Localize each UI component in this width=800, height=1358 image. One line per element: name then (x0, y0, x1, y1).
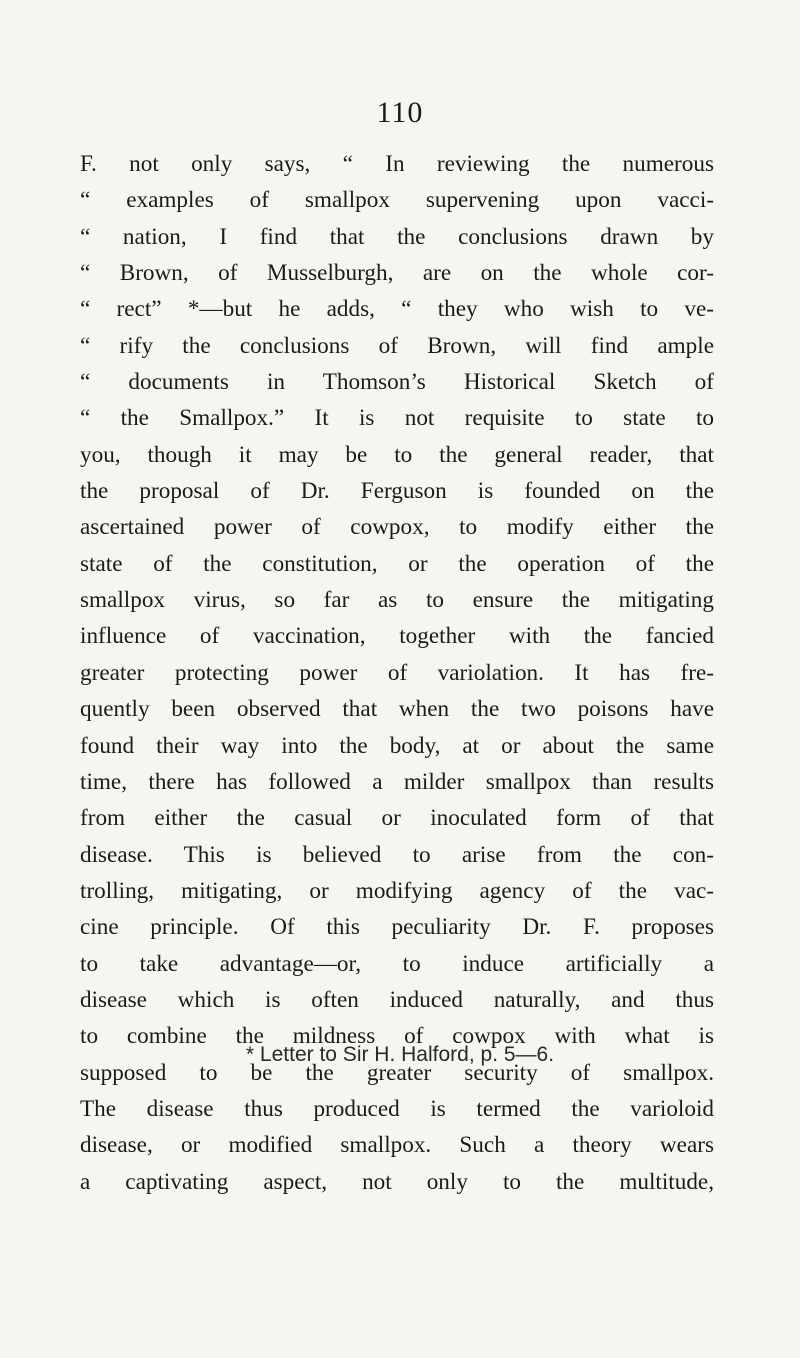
text-line: “ documents in Thomson’s Historical Sketch of (80, 369, 714, 396)
text-line: to combine the mildness of cowpox with what is (80, 1023, 714, 1050)
text-line: disease which is often induced naturally, and thus (80, 986, 714, 1013)
text-line: F. not only says, “ In reviewing the numerous (80, 151, 714, 177)
text-line: “ rify the conclusions of Brown, will find ample (80, 332, 714, 359)
text-line: a captivating aspect, not only to the multitude, (80, 1168, 714, 1195)
text-line: “ Brown, of Musselburgh, are on the whole cor- (80, 260, 714, 287)
text-line: disease, or modified smallpox. Such a theory wears (80, 1132, 714, 1159)
text-line: found their way into the body, at or about the same (80, 732, 714, 759)
text-line: you, though it may be to the general reader, that (80, 441, 714, 468)
text-line: greater protecting power of variolation. It has fre- (80, 659, 714, 686)
text-line: “ the Smallpox.” It is not requisite to state to (80, 405, 714, 432)
body-text (80, 146, 714, 1200)
text-line: disease. This is believed to arise from the con- (80, 841, 714, 868)
text-line: cine principle. Of this peculiarity Dr. F. proposes (80, 914, 714, 941)
text-line: to take advantage—or, to induce artificially a (80, 950, 714, 977)
text-line: influence of vaccination, together with the fancied (80, 623, 714, 650)
text-line: smallpox virus, so far as to ensure the mitigating (80, 587, 714, 614)
text-line: “ nation, I find that the conclusions drawn by (80, 223, 714, 250)
text-line: trolling, mitigating, or modifying agency of the vac- (80, 877, 714, 904)
page-number: 110 (376, 96, 424, 129)
text-line: “ rect” *—but he adds, “ they who wish to ve- (80, 296, 714, 323)
text-line: state of the constitution, or the operation of the (80, 550, 714, 577)
text-line: supposed to be the greater security of smallpox. (80, 1059, 714, 1086)
text-line: ascertained power of cowpox, to modify either the (80, 514, 714, 541)
text-line: The disease thus produced is termed the varioloid (80, 1095, 714, 1122)
footnote: * Letter to Sir H. Halford, p. 5—6. (245, 1043, 555, 1066)
text-line: time, there has followed a milder smallpox than results (80, 768, 714, 795)
text-line: quently been observed that when the two poisons have (80, 696, 714, 723)
text-line: “ examples of smallpox supervening upon vacci- (80, 187, 714, 214)
text-line: from either the casual or inoculated form of that (80, 805, 714, 832)
text-line: the proposal of Dr. Ferguson is founded on the (80, 478, 714, 505)
